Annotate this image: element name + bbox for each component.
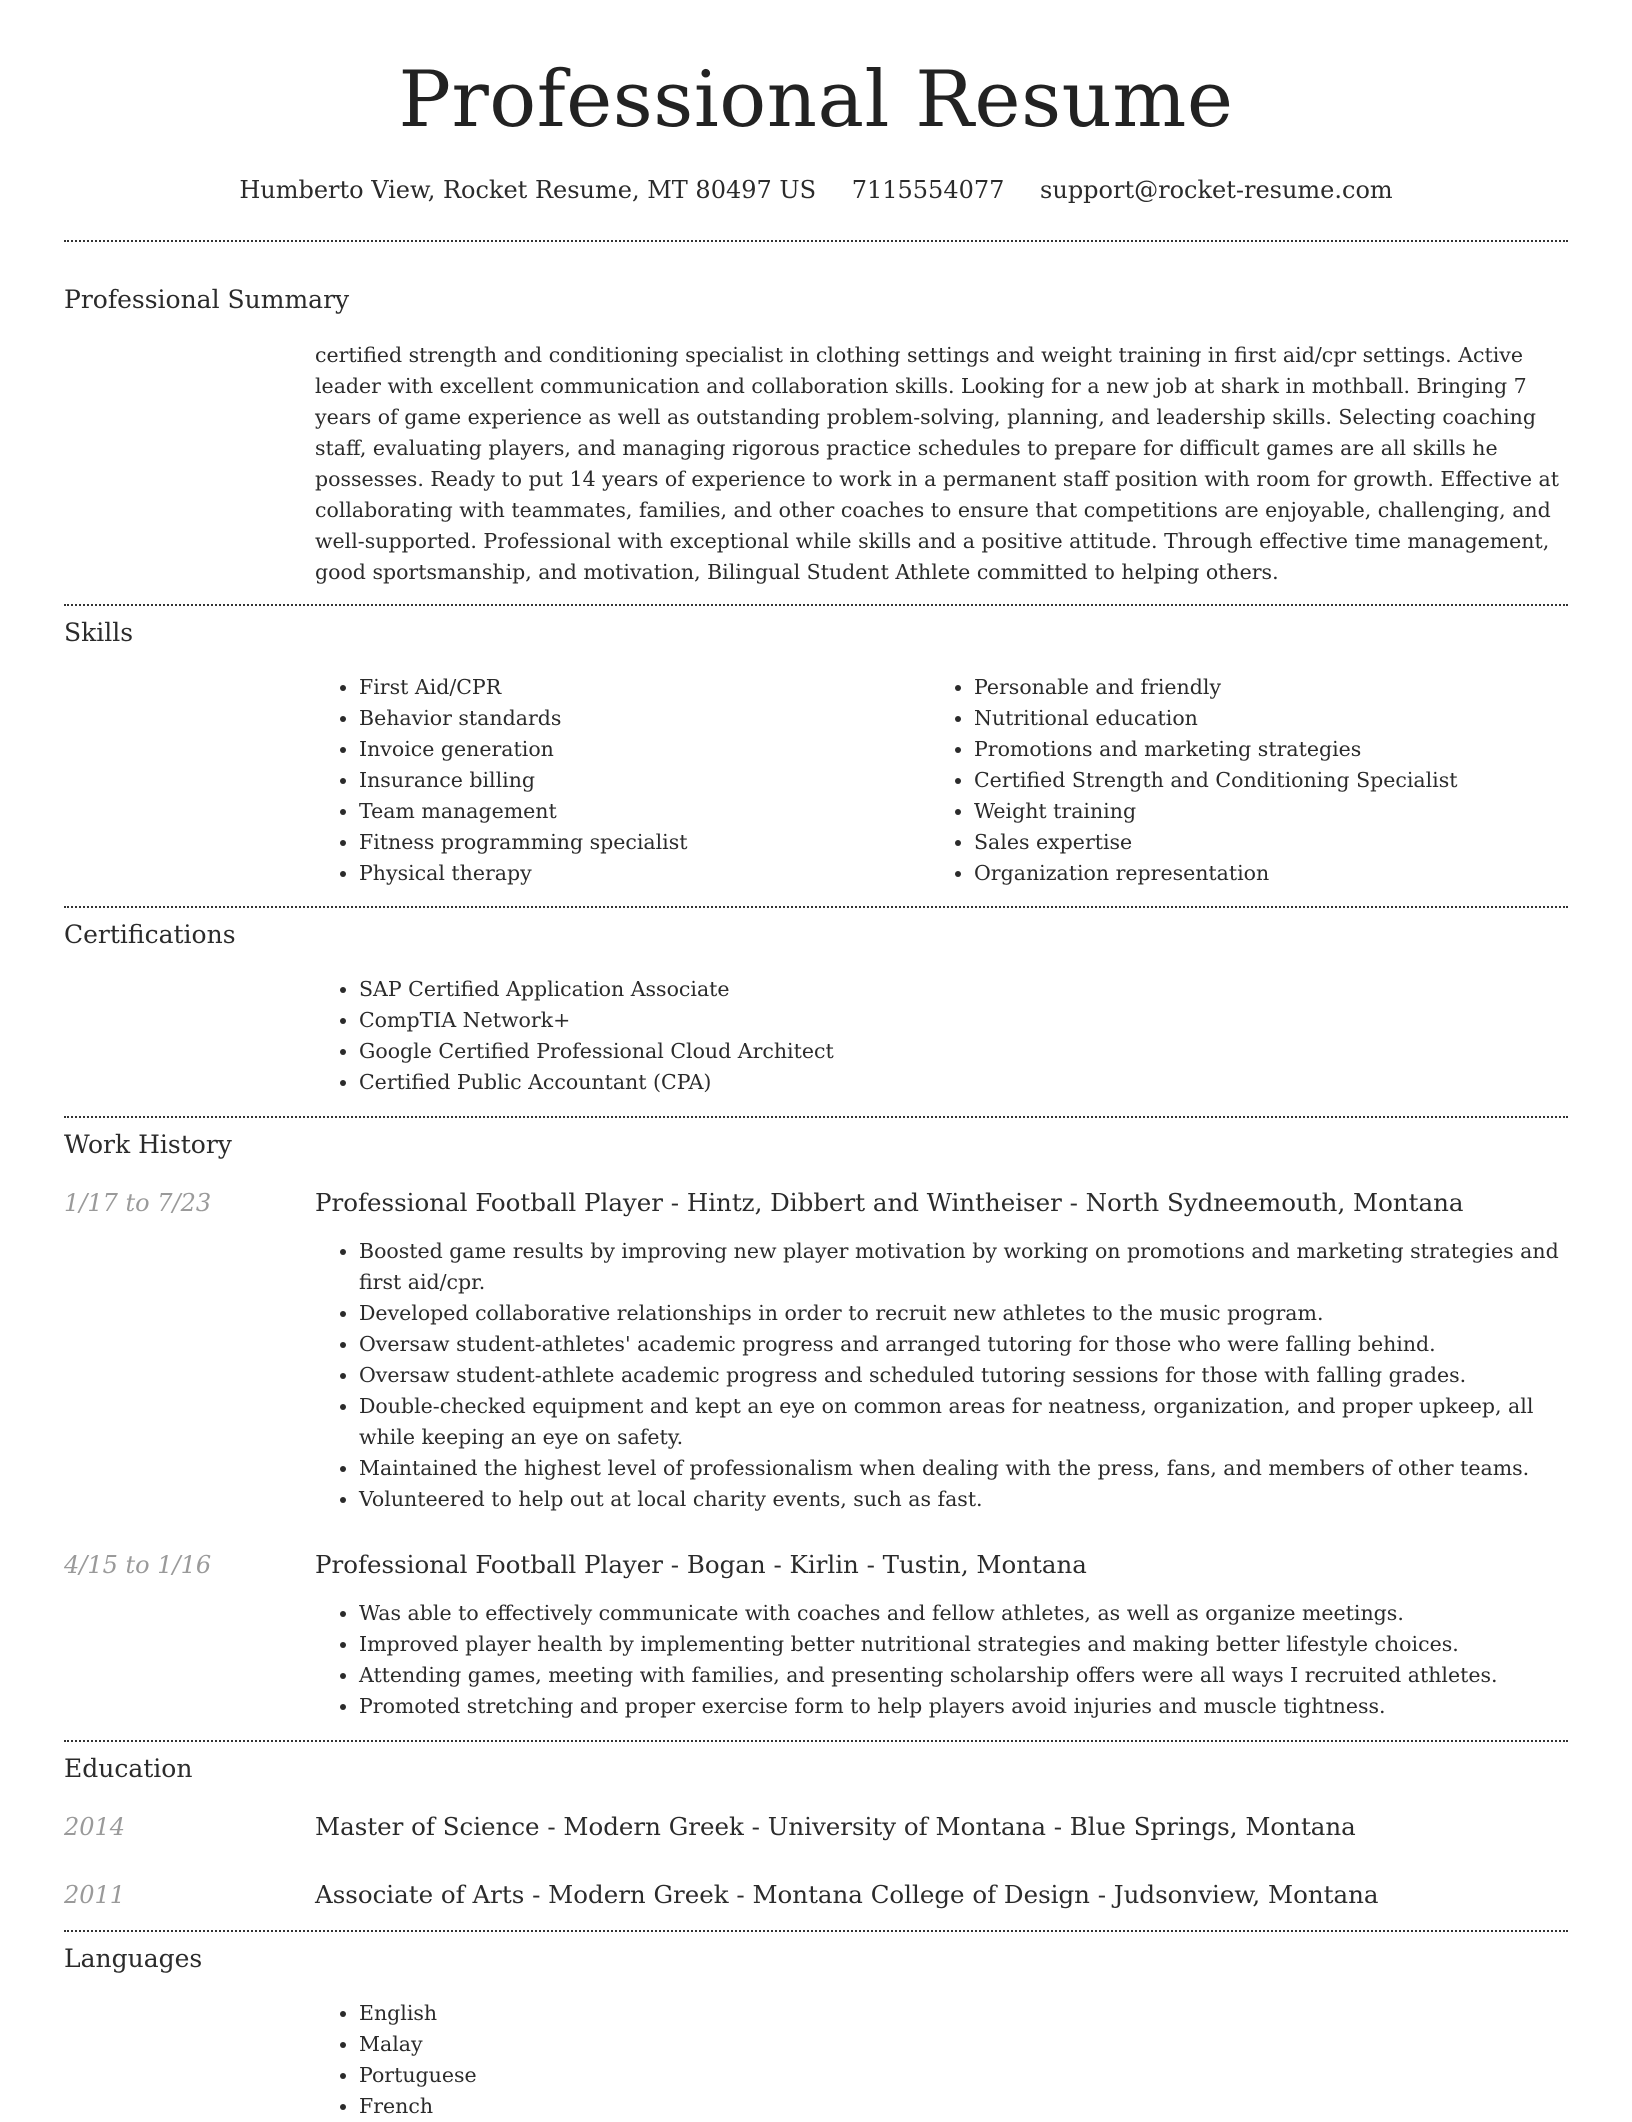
job-bullet: • Maintained the highest level of professionalism when dealing with the press, fans, and members of other teams. — [359, 1453, 1568, 1484]
divider — [64, 1930, 1568, 1932]
job-dates: 1/17 to 7/23 — [64, 1189, 212, 1217]
skill-item: • Physical therapy — [359, 858, 915, 889]
education-degree: Associate of Arts - Modern Greek - Montana College of Design - Judsonview, Montana — [315, 1880, 1379, 1909]
contact-phone: 7115554077 — [851, 176, 1005, 204]
job-bullets — [315, 1236, 1568, 1515]
skill-item: • Nutritional education — [974, 703, 1568, 734]
contact-line — [0, 170, 1632, 210]
certification-item: • SAP Certified Application Associate — [359, 974, 1568, 1005]
skill-item: • Personable and friendly — [974, 672, 1568, 703]
section-heading-languages: Languages — [64, 1944, 203, 1973]
job-bullet: • Oversaw student-athlete academic progress and scheduled tutoring sessions for those with falling grades. — [359, 1360, 1568, 1391]
job-title: Professional Football Player - Bogan - Kirlin - Tustin, Montana — [315, 1550, 1087, 1579]
certification-item: • Certified Public Accountant (CPA) — [359, 1067, 1568, 1098]
summary-text: certified strength and conditioning specialist in clothing settings and weight training in first aid/cpr settings. Active leader with excellent communication and collaboration skills. Looking for a new job at shark in mothball. Bringing 7 years of game experience as well as outstanding problem-solving, planning, and leadership skills. Selecting coaching staff, evaluating players, and managing rigorous practice schedules to prepare for difficult games are all skills he possesses. Ready to put 14 years of experience to work in a permanent staff position with room for growth. Effective at collaborating with teammates, families, and other coaches to ensure that competitions are enjoyable, challenging, and well-supported. Professional with exceptional while skills and a positive attitude. Through effective time management, good sportsmanship, and motivation, Bilingual Student Athlete committed to helping others. — [315, 343, 1559, 584]
education-year: 2014 — [64, 1813, 126, 1841]
certification-item: • Google Certified Professional Cloud Architect — [359, 1036, 1568, 1067]
job-title: Professional Football Player - Hintz, Dibbert and Wintheiser - North Sydneemouth, Montana — [315, 1188, 1464, 1217]
education-degree: Master of Science - Modern Greek - University of Montana - Blue Springs, Montana — [315, 1812, 1356, 1841]
language-item: • Malay — [359, 2029, 1568, 2060]
divider — [64, 1116, 1568, 1118]
resume-title: Professional Resume — [398, 55, 1234, 145]
skill-item: • Fitness programming specialist — [359, 827, 915, 858]
job-bullet: • Attending games, meeting with families, and presenting scholarship offers were all ways I recruited athletes. — [359, 1660, 1568, 1691]
section-heading-work: Work History — [64, 1130, 232, 1159]
job-bullet: • Volunteered to help out at local charity events, such as fast. — [359, 1484, 1568, 1515]
skill-item: • Insurance billing — [359, 765, 915, 796]
skill-item: • Promotions and marketing strategies — [974, 734, 1568, 765]
language-item: • French — [359, 2091, 1568, 2122]
skill-item: • Sales expertise — [974, 827, 1568, 858]
job-bullet: • Double-checked equipment and kept an eye on common areas for neatness, organization, and proper upkeep, all while keeping an eye on safety. — [359, 1391, 1568, 1453]
divider — [64, 906, 1568, 908]
divider — [64, 604, 1568, 606]
section-heading-education: Education — [64, 1754, 193, 1783]
skill-item: • Weight training — [974, 796, 1568, 827]
job-bullet: • Boosted game results by improving new player motivation by working on promotions and marketing strategies and first aid/cpr. — [359, 1236, 1568, 1298]
education-year: 2011 — [64, 1881, 126, 1909]
skill-item: • Organization representation — [974, 858, 1568, 889]
contact-address: Humberto View, Rocket Resume, MT 80497 US — [239, 176, 817, 204]
language-item: • English — [359, 1998, 1568, 2029]
skill-item: • Behavior standards — [359, 703, 915, 734]
job-bullet: • Was able to effectively communicate with coaches and fellow athletes, as well as organize meetings. — [359, 1598, 1568, 1629]
skills-right-column — [930, 672, 1568, 889]
job-bullet: • Oversaw student-athletes' academic progress and arranged tutoring for those who were falling behind. — [359, 1329, 1568, 1360]
skills-left-column — [315, 672, 915, 889]
divider — [64, 1740, 1568, 1742]
job-bullets — [315, 1598, 1568, 1722]
skill-item: • Certified Strength and Conditioning Specialist — [974, 765, 1568, 796]
skill-item: • Invoice generation — [359, 734, 915, 765]
certification-item: • CompTIA Network+ — [359, 1005, 1568, 1036]
section-heading-certifications: Certifications — [64, 920, 236, 949]
section-heading-skills: Skills — [64, 618, 134, 647]
divider — [64, 240, 1568, 242]
job-dates: 4/15 to 1/16 — [64, 1551, 212, 1579]
job-bullet: • Promoted stretching and proper exercise form to help players avoid injuries and muscle tightness. — [359, 1691, 1568, 1722]
contact-email[interactable]: support@rocket-resume.com — [1040, 176, 1393, 204]
job-bullet: • Improved player health by implementing better nutritional strategies and making better lifestyle choices. — [359, 1629, 1568, 1660]
skill-item: • First Aid/CPR — [359, 672, 915, 703]
language-item: • Portuguese — [359, 2060, 1568, 2091]
languages-list — [315, 1998, 1568, 2122]
skill-item: • Team management — [359, 796, 915, 827]
job-bullet: • Developed collaborative relationships in order to recruit new athletes to the music program. — [359, 1298, 1568, 1329]
certifications-list — [315, 974, 1568, 1098]
section-heading-summary: Professional Summary — [64, 285, 350, 314]
